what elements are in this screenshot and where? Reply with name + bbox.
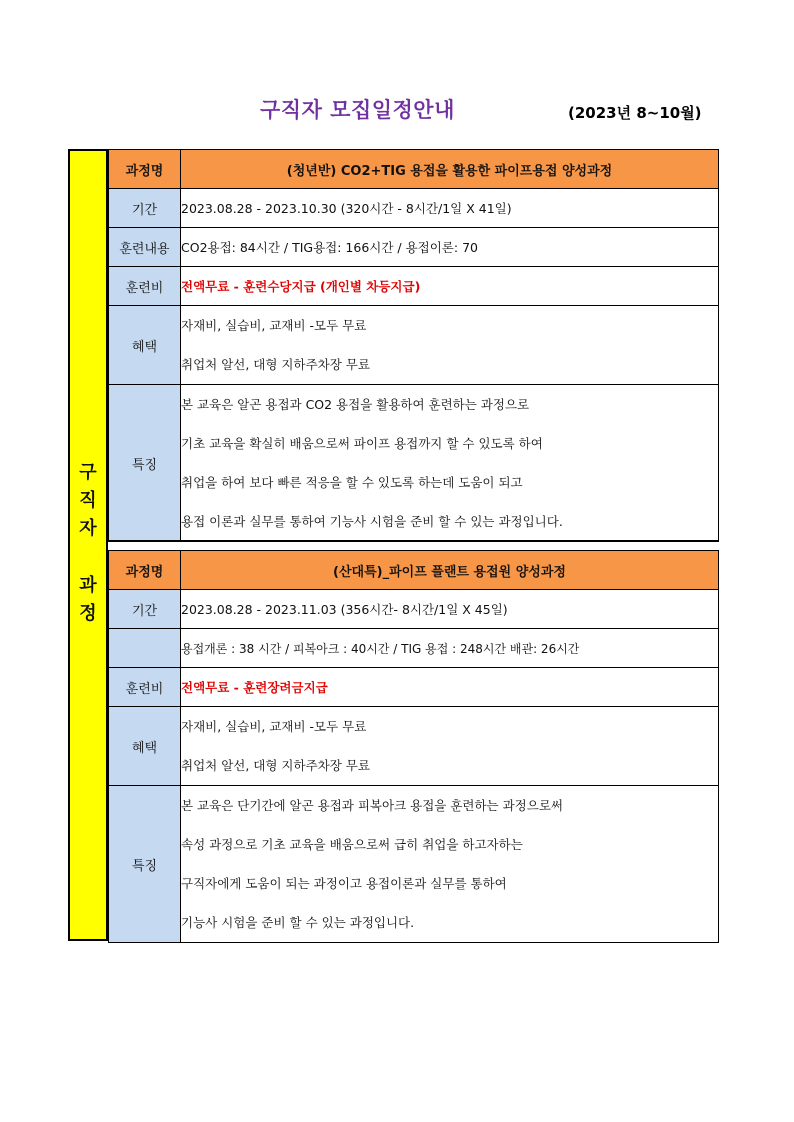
course1-benefits (181, 306, 719, 385)
benefit-line: 취업처 알선, 대형 지하주차장 무료 (181, 357, 370, 372)
course2-table (108, 550, 719, 943)
feature-line: 본 교육은 단기간에 알곤 용접과 피복아크 용접을 훈련하는 과정으로써 (181, 798, 563, 813)
section-divider (108, 540, 719, 541)
course2-features (181, 786, 719, 943)
page-title: 구직자 모집일정안내 (260, 98, 455, 122)
course2-name-label: 과정명 (109, 551, 181, 590)
feature-line: 구직자에게 도움이 되는 과정이고 용접이론과 실무를 통하여 (181, 876, 507, 891)
course2-content: 용접개론 : 38 시간 / 피복아크 : 40시간 / TIG 용접 : 248시간 배관: 26시간 (181, 629, 719, 668)
course2-fee-row (109, 668, 719, 707)
course1-fee-label: 훈련비 (109, 267, 181, 306)
course2-period-row (109, 590, 719, 629)
side-char: 직 (79, 490, 97, 511)
feature-line: 기초 교육을 확실히 배움으로써 파이프 용접까지 할 수 있도록 하여 (181, 436, 543, 451)
course1-benefit-label: 혜택 (109, 306, 181, 385)
course2-period: 2023.08.28 - 2023.11.03 (356시간- 8시간/1일 X 45일) (181, 590, 719, 629)
benefit-line: 취업처 알선, 대형 지하주차장 무료 (181, 758, 370, 773)
course1-period-label: 기간 (109, 189, 181, 228)
course1-fee: 전액무료 - 훈련수당지급 (개인별 차등지급) (181, 267, 719, 306)
feature-line: 용접 이론과 실무를 통하여 기능사 시험을 준비 할 수 있는 과정입니다. (181, 514, 563, 529)
feature-line: 속성 과정으로 기초 교육을 배움으로써 급히 취업을 하고자하는 (181, 837, 523, 852)
side-char: 자 (79, 518, 97, 539)
course2-fee-label: 훈련비 (109, 668, 181, 707)
course1-name: (청년반) CO2+TIG 용접을 활용한 파이프용접 양성과정 (181, 150, 719, 189)
course2-name-row (109, 551, 719, 590)
course1-feature-row (109, 385, 719, 542)
course1-period: 2023.08.28 - 2023.10.30 (320시간 - 8시간/1일 X 41일) (181, 189, 719, 228)
course1-benefit-row (109, 306, 719, 385)
course1-name-row (109, 150, 719, 189)
side-label-bar (68, 149, 108, 941)
course1-features (181, 385, 719, 542)
course2-feature-label: 특징 (109, 786, 181, 943)
course2-benefit-label: 혜택 (109, 707, 181, 786)
course2-benefit-row (109, 707, 719, 786)
course1-content-row (109, 228, 719, 267)
course1-name-label: 과정명 (109, 150, 181, 189)
period-label: (2023년 8~10월) (568, 104, 702, 122)
course2-feature-row (109, 786, 719, 943)
side-char: 구 (79, 462, 97, 483)
benefit-line: 자재비, 실습비, 교재비 -모두 무료 (181, 719, 367, 734)
course2-content-row (109, 629, 719, 668)
course2-name: (산대특)_파이프 플랜트 용접원 양성과정 (181, 551, 719, 590)
course1-feature-label: 특징 (109, 385, 181, 542)
benefit-line: 자재비, 실습비, 교재비 -모두 무료 (181, 318, 367, 333)
course2-period-label: 기간 (109, 590, 181, 629)
side-char: 과 (79, 575, 97, 596)
feature-line: 본 교육은 알곤 용접과 CO2 용접을 활용하여 훈련하는 과정으로 (181, 397, 530, 412)
course1-fee-row (109, 267, 719, 306)
course2-content-label (109, 629, 181, 668)
course1-table (108, 149, 719, 542)
feature-line: 기능사 시험을 준비 할 수 있는 과정입니다. (181, 915, 415, 930)
course1-period-row (109, 189, 719, 228)
course2-benefits (181, 707, 719, 786)
feature-line: 취업을 하여 보다 빠른 적응을 할 수 있도록 하는데 도움이 되고 (181, 475, 523, 490)
side-char: 정 (79, 603, 97, 624)
course1-content-label: 훈련내용 (109, 228, 181, 267)
course1-content: CO2용접: 84시간 / TIG용접: 166시간 / 용접이론: 70 (181, 228, 719, 267)
course2-fee: 전액무료 - 훈련장려금지급 (181, 668, 719, 707)
